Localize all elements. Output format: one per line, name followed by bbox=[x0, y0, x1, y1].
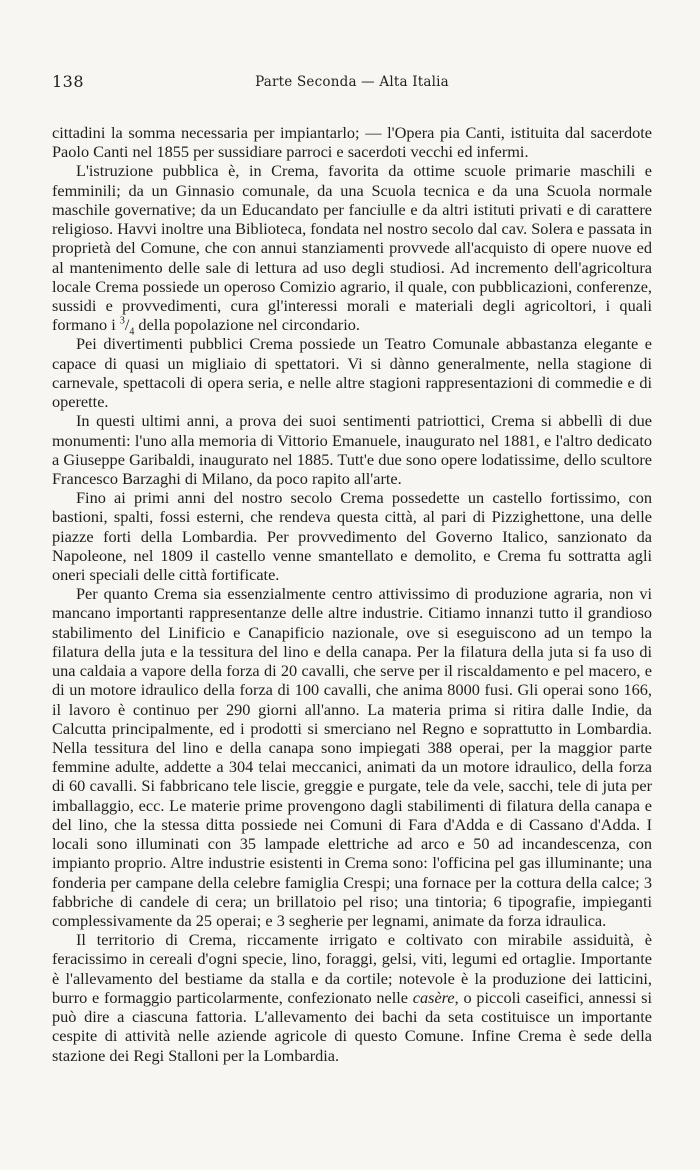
paragraph-istruzione-pubblica bbox=[52, 161, 652, 338]
page-header bbox=[52, 72, 652, 94]
paragraph-territorio bbox=[52, 930, 652, 1065]
paragraph-castello: Fino ai primi anni del nostro secolo Crema possedette un castello fortissimo, con bastioni, spalti, fossi esterni, che rendeva questa città, al pari di Pizzighettone, una delle piazze forti della Lombardia. Per provvedimento del Governo Italico, sanzionato da Napoleone, nel 1809 il castello venne smantellato e demolito, e Crema fu sottratta agli oneri speciali delle città fortificate. bbox=[52, 488, 652, 585]
page-number: 138 bbox=[52, 72, 85, 91]
paragraph-territorio-ending: , o piccoli caseifici, annessi si può dire a ciascuna fattoria. L'allevamento dei bachi da seta costituisce un importante cespite di attività nelle aziende agricole di questo Comune. Infine Crema è sede della stazione dei Regi Stalloni per la Lombardia. bbox=[52, 987, 652, 1065]
italic-term-casere: casère bbox=[412, 987, 455, 1007]
body-text bbox=[52, 123, 652, 1065]
paragraph-istruzione-text: L'istruzione pubblica è, in Crema, favorita da ottime scuole primarie maschili e femminili; da un Ginnasio comunale, da una Scuola tecnica e da una Scuola normale maschile governative; da un Educandato per fanciulle e da altri istituti privati e di carattere religioso. Havvi inoltre una Biblioteca, fondata nel nostro secolo dal cav. Solera e passata in proprietà del Comune, che con annui stanziamenti provvede all'acquisto di opere nuove ed al mantenimento delle sale di lettura ad uso degli studiosi. Ad incremento dell'agricoltura locale Crema possiede un operoso Comizio agrario, il quale, con pubblicazioni, conferenze, sussidi e provvedimenti, cura gl'interessi morali e materiali degli agricoltori, i quali formano i bbox=[52, 161, 652, 335]
paragraph-industrie: Per quanto Crema sia essenzialmente centro attivissimo di produzione agraria, non vi mancano importanti rappresentanze delle altre industrie. Citiamo innanzi tutto il grandioso stabilimento del Linificio e Canapificio nazionale, ove si eseguiscono ad un tempo la filatura della juta e la tessitura del lino e della canapa. Per la filatura della juta si fa uso di una caldaia a vapore della forza di 20 cavalli, che serve per il riscaldamento e pel macero, e di un motore idraulico della forza di 100 cavalli, che anima 8000 fusi. Gli operai sono 166, il lavoro è continuo per 290 giorni all'anno. La materia prima si ritira dalle Indie, da Calcutta principalmente, ed i prodotti si smerciano nel Regno e soprattutto in Lombardia. Nella tessitura del lino e della canapa sono impiegati 388 operai, per la maggior parte femmine adulte, addette a 304 telai meccanici, animati da un motore idraulico, della forza di 60 cavalli. Si fabbricano tele liscie, greggie e purgate, tele da vele, sacchi, tele di juta per imballaggio, ecc. Le materie prime provengono dagli stabilimenti di filatura della canapa e del lino, che la stessa ditta possiede nei Comuni di Fara d'Adda e di Cassano d'Adda. I locali sono illuminati con 35 lampade elettriche ad arco e 50 ad incandescenza, con impianto proprio. Altre industrie esistenti in Crema sono: l'officina pel gas illuminante; una fonderia per campane della celebre famiglia Crespi; una fornace per la cottura della calce; 3 fabbriche di candele di cera; un brillatoio pel riso; una tintoria; 6 tipografie, impieganti complessivamente da 25 operai; e 3 segherie per legnami, animate da forza idraulica. bbox=[52, 584, 652, 930]
paragraph-divertimenti: Pei divertimenti pubblici Crema possiede un Teatro Comunale abbastanza elegante e capace di quasi un migliaio di spettatori. Vi si dànno generalmente, nella stagione di carnevale, spettacoli di opera seria, e nelle altre stagioni rappresentazioni di commedie e di operette. bbox=[52, 334, 652, 412]
paragraph-istruzione-ending: della popolazione nel circondario. bbox=[134, 315, 360, 335]
running-title: Parte Seconda — Alta Italia bbox=[255, 74, 449, 90]
paragraph-monumenti: In questi ultimi anni, a prova dei suoi sentimenti patriottici, Crema si abbellì di due monumenti: l'uno alla memoria di Vittorio Emanuele, inaugurato nel 1881, e l'altro dedicato a Giuseppe Garibaldi, inaugurato nel 1885. Tutt'e due sono opere lodatissime, dello scultore Francesco Barzaghi di Milano, da poco rapito all'arte. bbox=[52, 411, 652, 488]
paragraph-opera-pia-canti: cittadini la somma necessaria per impiantarlo; — l'Opera pia Canti, istituita dal sacerdote Paolo Canti nel 1855 per sussidiare parroci e sacerdoti vecchi ed infermi. bbox=[52, 123, 652, 162]
paragraph-territorio-text: Il territorio di Crema, riccamente irrigato e coltivato con mirabile assiduità, è feracissimo in cereali d'ogni specie, lino, foraggi, gelsi, viti, legumi ed ortaglie. Importante è l'allevamento del bestiame da stalla e da cortile; notevole è la produzione dei latticini, burro e formaggio particolarmente, confezionato nelle bbox=[52, 930, 652, 1007]
fraction-numerator: 3 bbox=[119, 315, 125, 327]
fraction-separator: / bbox=[124, 315, 130, 335]
fraction-denominator: 4 bbox=[129, 326, 135, 338]
